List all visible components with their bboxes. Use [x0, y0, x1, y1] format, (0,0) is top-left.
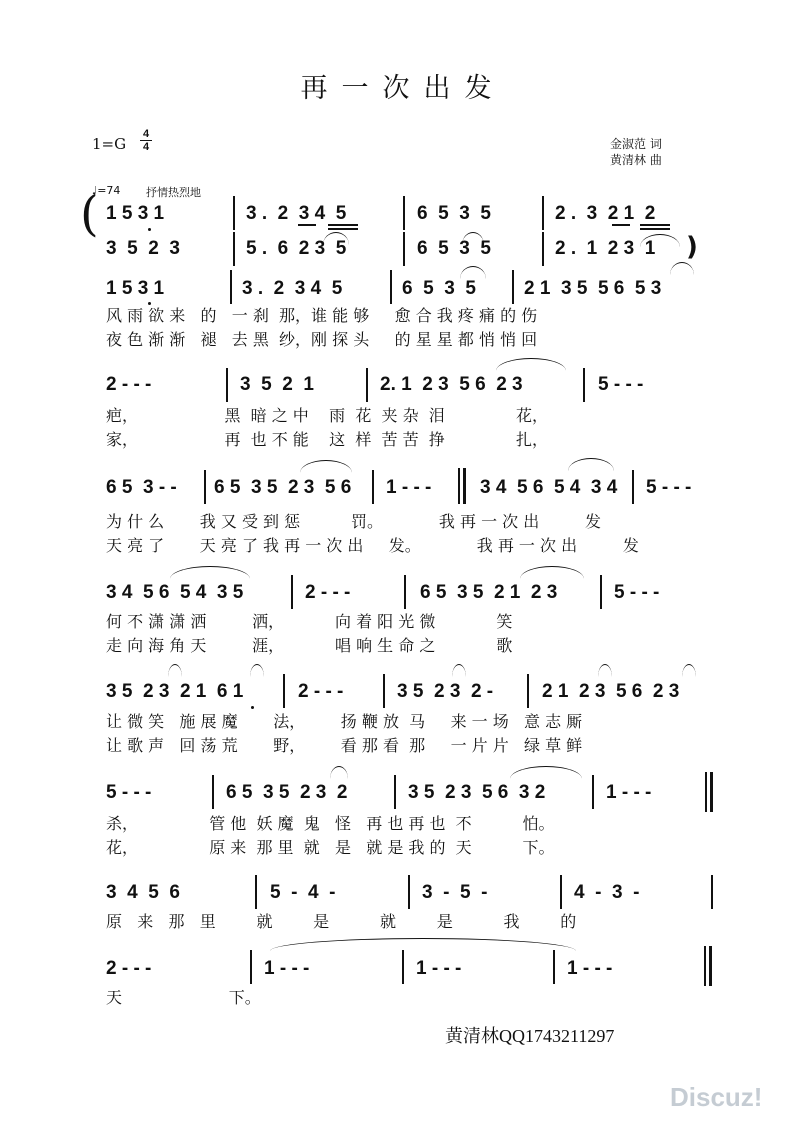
measure: 1 - - -	[264, 958, 310, 979]
lyric-line-2: 天 亮 了 天 亮 了 我 再 一 次 出 发。 我 再 一 次 出 发	[106, 536, 639, 555]
slur	[640, 234, 680, 247]
lyric-line-2: 走 向 海 角 天 涯， 唱 响 生 命 之 歌	[106, 636, 513, 655]
bar-line	[250, 950, 252, 984]
intro-bracket: (	[80, 186, 99, 242]
measure: 1 - - -	[606, 782, 652, 803]
lyric-line-1: 风 雨 欲 来 的 一 刹 那，谁 能 够 愈 合 我 疼 痛 的 伤	[106, 306, 538, 325]
measure: 3 . 2 3 4 5	[246, 203, 347, 224]
bar-line	[632, 470, 634, 504]
low-octave-dot	[148, 302, 151, 305]
measure: 2 - - -	[106, 374, 152, 395]
measure: 3 4 5 6	[106, 882, 180, 903]
repeat-bar	[458, 468, 460, 504]
time-signature	[139, 128, 153, 153]
bar-line	[212, 775, 214, 809]
lyricist: 金淑范 词	[610, 137, 662, 151]
measure: 4 - 3 -	[574, 882, 640, 903]
beam	[328, 228, 358, 230]
measure: 3 . 2 3 4 5	[242, 278, 343, 299]
song-title: 再一次出发	[300, 73, 506, 104]
measure: 3 4 5 6 5 4 3 5	[106, 582, 244, 603]
slur	[323, 232, 349, 245]
bar-line	[583, 368, 585, 402]
measure: 2. 1 2 3 5 6 2 3	[380, 374, 523, 395]
bar-line	[600, 575, 602, 609]
bar-line	[542, 196, 544, 230]
measure: 5 - - -	[598, 374, 644, 395]
bar-line	[233, 196, 235, 230]
measure: 2 1 3 5 5 6 5 3	[524, 278, 662, 299]
lyric-line-1: 何 不 潇 潇 洒 洒， 向 着 阳 光 微 笑	[106, 612, 513, 631]
measure: 3 5 2 3 2 1 6 1	[106, 681, 244, 702]
measure: 1 - - -	[567, 958, 613, 979]
measure: 3 5 2 3 2 -	[397, 681, 494, 702]
low-octave-dot	[148, 228, 151, 231]
bar-line	[291, 575, 293, 609]
measure: 2 . 1 2 3 1	[555, 238, 656, 259]
composer: 黄清林 曲	[610, 153, 662, 167]
slur	[330, 766, 348, 779]
bar-line	[408, 875, 410, 909]
lyric-line-2: 夜 色 渐 渐 褪 去 黑 纱，刚 探 头 的 星 星 都 悄 悄 回	[106, 330, 538, 349]
beam	[328, 224, 358, 226]
lyric-line-1: 让 微 笑 施 展 魔 法， 扬 鞭 放 马 来 一 场 意 志 厮	[106, 712, 583, 731]
slur	[170, 566, 250, 579]
lyric-line-1: 疤， 黑 暗 之 中 雨 花 夹 杂 泪 花，	[106, 406, 548, 425]
measure: 5 . 6 2 3 5	[246, 238, 347, 259]
slur	[452, 664, 466, 677]
measure: 5 - - -	[614, 582, 660, 603]
measure: 2 - - -	[305, 582, 351, 603]
measure: 3 4 5 6 5 4 3 4	[480, 477, 618, 498]
bar-line	[542, 232, 544, 266]
measure: 5 - - -	[646, 477, 692, 498]
measure: 6 5 3 - -	[106, 477, 177, 498]
bar-line	[204, 470, 206, 504]
signature: 黄清林QQ1743211297	[445, 1026, 615, 1046]
measure: 6 5 3 5 2 3 5 6	[214, 477, 352, 498]
lyric-line-2: 让 歌 声 回 荡 荒 野， 看 那 看 那 一 片 片 绿 草 鲜	[106, 736, 583, 755]
measure: 1 - - -	[386, 477, 432, 498]
bar-line	[560, 875, 562, 909]
slur	[462, 232, 484, 245]
measure: 1 - - -	[416, 958, 462, 979]
bar-line	[230, 270, 232, 304]
bar-line	[372, 470, 374, 504]
slur	[682, 664, 696, 677]
tempo-mark: ♩=74	[92, 184, 121, 197]
measure: 3 5 2 1	[240, 374, 314, 395]
close-paren: )	[686, 232, 698, 262]
measure: 2 - - -	[106, 958, 152, 979]
bar-line	[403, 196, 405, 230]
measure: 6 5 3 5 2 3 2	[226, 782, 348, 803]
bar-line	[226, 368, 228, 402]
measure: 6 5 3 5	[417, 238, 491, 259]
bar-line	[255, 875, 257, 909]
beam	[612, 224, 630, 226]
measure: 1 5 3 1	[106, 278, 165, 299]
measure: 5 - - -	[106, 782, 152, 803]
bar-line	[592, 775, 594, 809]
slur	[510, 766, 582, 779]
meter-bottom: 4	[142, 141, 150, 153]
credits	[610, 136, 662, 168]
slur	[168, 664, 182, 677]
final-bar-thick	[709, 946, 712, 986]
measure: 6 5 3 5	[417, 203, 491, 224]
meter-top: 4	[142, 128, 150, 140]
measure: 2 . 3 2 1 2	[555, 203, 656, 224]
bar-line	[527, 674, 529, 708]
bar-line	[403, 232, 405, 266]
repeat-bar-thick	[710, 772, 713, 812]
bar-line	[711, 875, 713, 909]
lyric-line-2: 家， 再 也 不 能 这 样 苦 苦 挣 扎，	[106, 430, 548, 449]
expression-mark: 抒情热烈地	[146, 186, 201, 199]
slur	[496, 358, 566, 371]
measure: 3 - 5 -	[422, 882, 488, 903]
bar-line	[553, 950, 555, 984]
bar-line	[366, 368, 368, 402]
lyric-line-1: 为 什 么 我 又 受 到 惩 罚。 我 再 一 次 出 发	[106, 512, 602, 531]
slur	[598, 664, 612, 677]
measure: 3 5 2 3 5 6 3 2	[408, 782, 546, 803]
measure: 3 5 2 3	[106, 238, 180, 259]
bar-line	[402, 950, 404, 984]
measure: 6 5 3 5	[402, 278, 476, 299]
measure: 5 - 4 -	[270, 882, 336, 903]
bar-line	[390, 270, 392, 304]
lyric-line-1: 天 下。	[106, 988, 261, 1007]
bar-line	[283, 674, 285, 708]
bar-line	[404, 575, 406, 609]
measure: 2 1 2 3 5 6 2 3	[542, 681, 680, 702]
beam	[640, 228, 670, 230]
lyric-line-1: 杀， 管 他 妖 魔 鬼 怪 再 也 再 也 不 怕。	[106, 814, 555, 833]
bar-line	[233, 232, 235, 266]
slur	[460, 266, 486, 279]
slur	[520, 566, 584, 579]
bar-line	[512, 270, 514, 304]
measure: 1 5 3 1	[106, 203, 165, 224]
slur	[250, 664, 264, 677]
measure: 2 - - -	[298, 681, 344, 702]
lyric-line-2: 花， 原 来 那 里 就 是 就 是 我 的 天 下。	[106, 838, 555, 857]
bar-line	[383, 674, 385, 708]
watermark: Discuz!	[670, 1082, 763, 1112]
key-signature: 1=G	[92, 135, 127, 153]
final-bar	[704, 946, 706, 986]
measure: 6 5 3 5 2 1 2 3	[420, 582, 558, 603]
slur	[568, 458, 614, 471]
repeat-bar	[705, 772, 707, 812]
slur	[300, 460, 352, 473]
lyric-line-1: 原 来 那 里 就 是 就 是 我 的	[106, 912, 577, 931]
bar-line	[394, 775, 396, 809]
beam	[298, 224, 316, 226]
tie	[270, 938, 576, 951]
slur	[670, 262, 694, 275]
low-octave-dot	[251, 706, 254, 709]
repeat-bar-thick	[463, 468, 466, 504]
beam	[640, 224, 670, 226]
